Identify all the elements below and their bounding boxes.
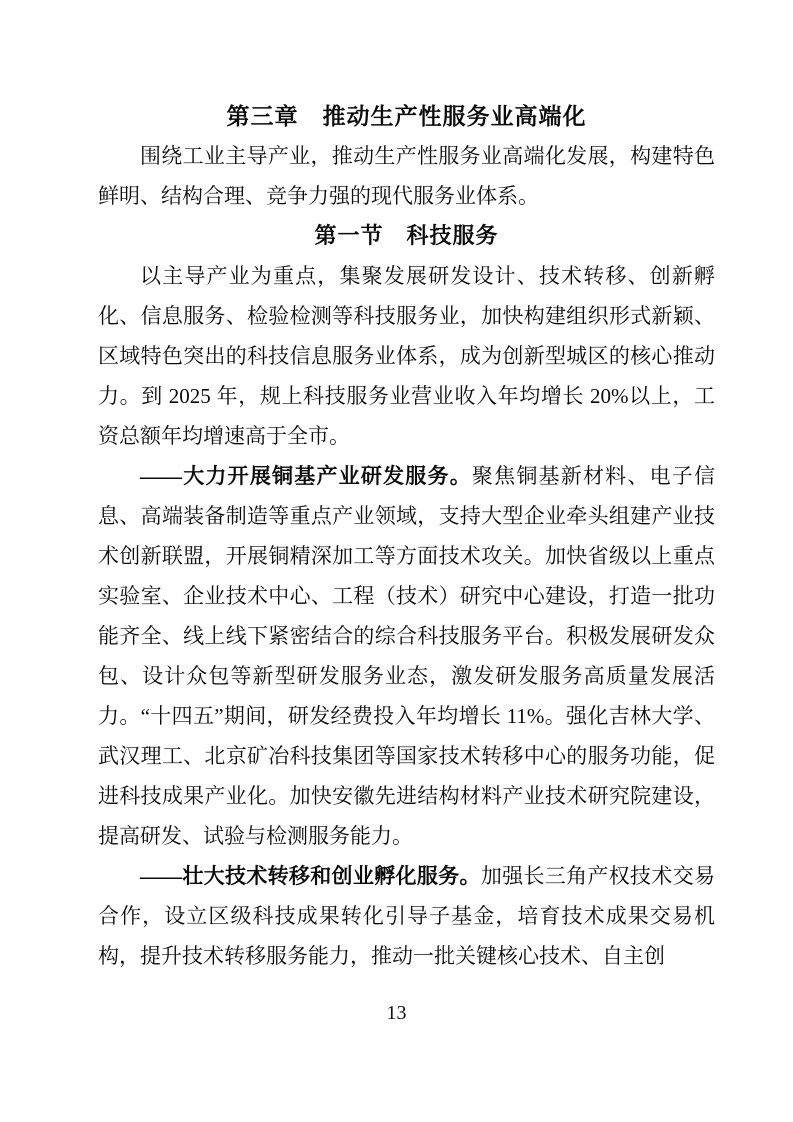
page-content — [98, 96, 715, 976]
paragraph-tech-service-overview — [98, 256, 715, 456]
paragraph-text: 聚焦铜基新材料、电子信息、高端装备制造等重点产业领域，支持大型企业牵头组建产业技术创新联盟，开展铜精深加工等方面技术攻关。加快省级以上重点实验室、企业技术中心、工程（技术）研究中心建设，打造一批功能齐全、线上线下紧密结合的综合科技服务平台。积极发展研发众包、设计众包等新型研发服务业态，激发研发服务高质量发展活力。“十四五”期间，研发经费投入年均增长 11%。强化吉林大学、武汉理工、北京矿冶科技集团等国家技术转移中心的服务功能，促进科技成果产业化。加快安徽先进结构材料产业技术研究院建设，提高研发、试验与检测服务能力。 — [98, 464, 716, 848]
paragraph-text: 以主导产业为重点，集聚发展研发设计、技术转移、创新孵化、信息服务、检验检测等科技服务业，加快构建组织形式新颖、区域特色突出的科技信息服务业体系，成为创新型城区的核心推动力。到 2025 年，规上科技服务业营业收入年均增长 20%以上，工资总额年均增速高于全市。 — [98, 264, 715, 448]
chapter-title: 第三章 推动生产性服务业高端化 — [226, 103, 587, 129]
paragraph-text: 加强长三角产权技术交易合作，设立区级科技成果转化引导子基金，培育技术成果交易机构，提升技术转移服务能力，推动一批关键核心技术、自主创 — [98, 864, 716, 968]
section-title: 第一节 科技服务 — [314, 223, 499, 248]
paragraph-copper-rd-services — [98, 456, 715, 856]
paragraph-tech-transfer-incubation — [98, 856, 715, 976]
paragraph-lead: ——壮大技术转移和创业孵化服务。 — [140, 864, 481, 888]
paragraph-intro — [98, 136, 715, 216]
page-number: 13 — [386, 1002, 407, 1024]
paragraph-text: 围绕工业主导产业，推动生产性服务业高端化发展，构建特色鲜明、结构合理、竞争力强的现代服务业体系。 — [98, 144, 715, 208]
paragraph-lead: ——大力开展铜基产业研发服务。 — [140, 464, 472, 488]
